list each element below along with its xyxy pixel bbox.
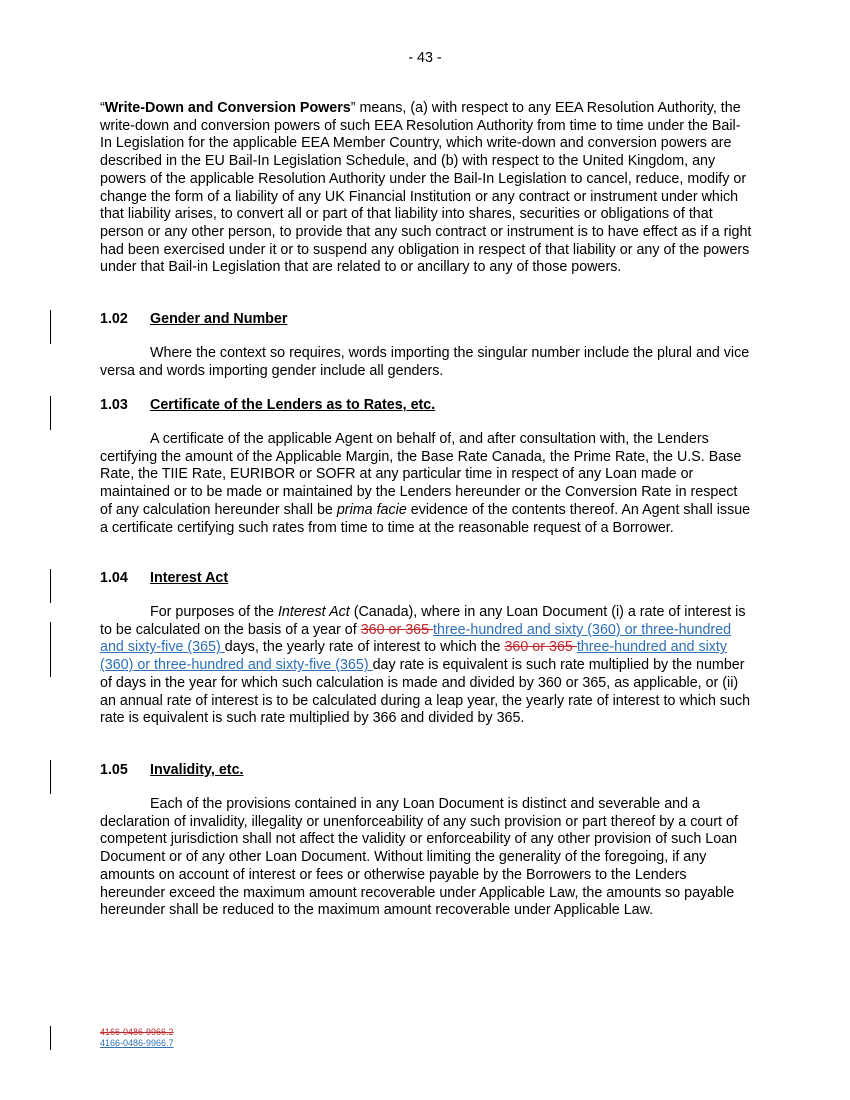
- text-run: A certificate of the applicable Agent on behalf of, and after consultation with, the Lenders certifying the amount of the Applicable Margin, the Base Rate Canada, the Prime Rate, the U.S. Base Rate, the TIIE Rate, EURIBOR or SOFR at any particular time in respect of any Loan made or maintained or to be made or maintained by the Lenders hereunder or the Conversion Rate in respect of any calculation hereunder shall be: [100, 431, 742, 518]
- definition-paragraph: [100, 100, 752, 277]
- page-number: - 43 -: [408, 50, 442, 66]
- change-bar: [50, 569, 51, 603]
- deleted-document-id: 4166-0486-9966.2: [100, 1027, 174, 1037]
- change-bar: [50, 760, 51, 794]
- section-paragraph: Each of the provisions contained in any Loan Document is distinct and severable and a declaration of invalidity, illegality or unenforceability of any such provision or part thereof by a court of competent jurisdiction shall not affect the validity or enforceability of any other provision of such Loan Document or of any other Loan Document. Without limiting the generality of the foregoing, if any amounts on account of interest or fees or otherwise payable by the Borrowers to the Lenders hereunder exceed the maximum amount recoverable under Applicable Law, the amounts so payable hereunder shall be reduced to the maximum amount recoverable under Applicable Law.: [100, 796, 738, 919]
- defined-term: Write-Down and Conversion Powers: [104, 100, 351, 116]
- section-number: 1.04: [100, 570, 128, 586]
- text-run: For purposes of the: [150, 604, 278, 620]
- section-number: 1.03: [100, 397, 128, 413]
- section-1-05-body: [100, 796, 752, 920]
- section-heading: [100, 397, 752, 415]
- section-paragraph: Where the context so requires, words importing the singular number include the plural and vice versa and words importing gender include all genders.: [100, 345, 750, 379]
- section-number: 1.02: [100, 311, 128, 327]
- text-run: evidence of the contents thereof. An Agent shall issue a certificate certifying such rates from time to time at the reasonable request of a Borrower.: [100, 501, 751, 536]
- footer-document-id: [100, 1027, 174, 1049]
- change-bar: [50, 310, 51, 344]
- italic-text: prima facie: [336, 501, 407, 518]
- italic-text: Interest Act: [277, 604, 350, 620]
- section-1-02-body: [100, 345, 752, 380]
- deleted-text: 360 or 365: [504, 639, 577, 656]
- section-1-03: [100, 397, 752, 415]
- section-title: Gender and Number: [150, 311, 288, 327]
- inserted-text: three-hundred and sixty (360) or three-hundred and sixty-five (365): [100, 639, 728, 674]
- deleted-text: 360 or 365: [360, 621, 434, 638]
- section-1-03-body: [100, 431, 752, 537]
- section-heading: [100, 762, 752, 780]
- change-bar: [50, 1026, 51, 1050]
- section-title: Interest Act: [150, 570, 229, 586]
- text-run: (Canada), where in any Loan Document (i) a rate of interest is to be calculated on the basis of a year of: [100, 604, 746, 638]
- definition-write-down-conversion-powers: [100, 100, 752, 277]
- section-title: Certificate of the Lenders as to Rates, etc.: [150, 397, 436, 413]
- inserted-document-id: 4166-0486-9966.7: [100, 1038, 174, 1048]
- section-title: Invalidity, etc.: [150, 762, 244, 778]
- section-1-04-body: [100, 604, 752, 728]
- change-bar: [50, 622, 51, 677]
- section-heading: [100, 570, 752, 588]
- section-paragraph: [100, 604, 752, 728]
- section-paragraph: [100, 431, 752, 537]
- change-bar: [50, 396, 51, 430]
- text-run: days, the yearly rate of interest to which the: [224, 639, 505, 656]
- section-1-05: [100, 762, 752, 780]
- section-heading: [100, 311, 752, 329]
- section-1-04: [100, 570, 752, 588]
- definition-text: ” means, (a) with respect to any EEA Resolution Authority, the write-down and conversion powers of such EEA Resolution Authority from time to time under the Bail-In Legislation for the applicable EEA Member Country, which write-down and conversion powers are described in the EU Bail-In Legislation Schedule, and (b) with respect to the United Kingdom, any powers of the applicable Resolution Authority under the Bail-In Legislation to cancel, reduce, modify or change the form of a liability of any UK Financial Institution or any contract or instrument under which that liability arises, to convert all or part of that liability into shares, securities or obligations of that person or any other person, to provide that any such contract or instrument is to have effect as if a right had been exercised under it or to suspend any obligation in respect of that liability or any of the powers under that Bail-in Legislation that are related to or ancillary to any of those powers.: [100, 100, 752, 276]
- open-quote: “: [100, 100, 105, 116]
- section-1-02: [100, 311, 752, 329]
- inserted-text: three-hundred and sixty (360) or three-hundred and sixty-five (365): [100, 621, 732, 656]
- section-number: 1.05: [100, 762, 128, 778]
- text-run: day rate is equivalent is such rate multiplied by the number of days in the year for which such calculation is made and divided by 360 or 365, as applicable, or (ii) an annual rate of interest is to be calculated during a leap year, the yearly rate of interest to which such rate is equivalent is such rate multiplied by 366 and divided by 365.: [100, 657, 751, 727]
